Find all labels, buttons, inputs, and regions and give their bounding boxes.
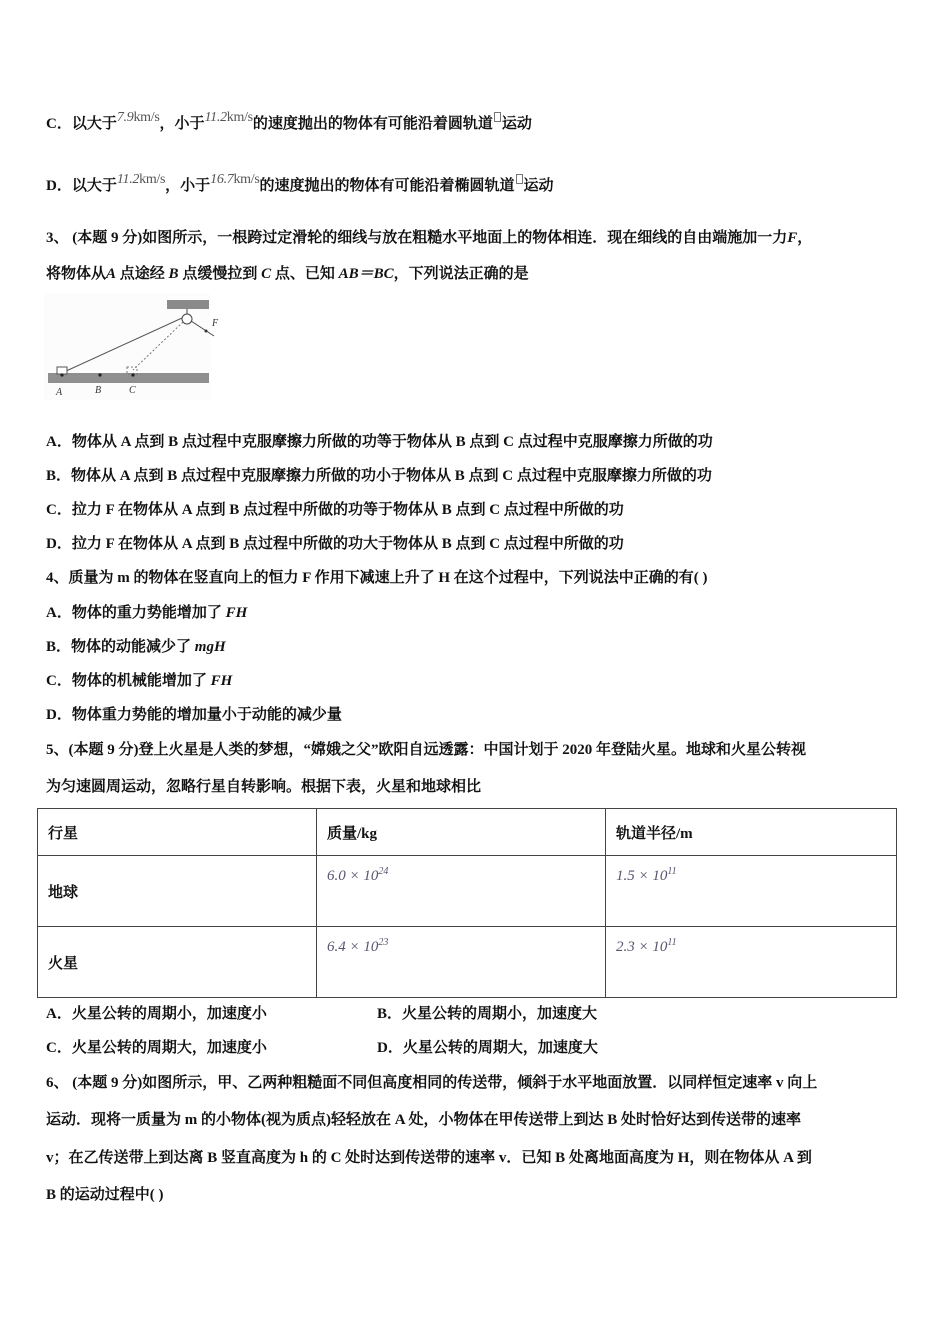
q2-option-d xyxy=(46,172,554,197)
q3-option-c xyxy=(46,500,624,520)
q5-option-c xyxy=(46,1038,267,1058)
option-label: D． xyxy=(46,178,72,194)
svg-text:F: F xyxy=(212,318,219,329)
pulley-icon xyxy=(182,314,192,324)
svg-text:C: C xyxy=(129,385,136,396)
option-text: ，小于 xyxy=(159,116,205,132)
option-label: B． xyxy=(377,1006,403,1022)
q6-stem-line-2: 运动．现将一质量为 m 的小物体(视为质点)轻轻放在 A 处，小物体在甲传送带上到达 B 处时恰好达到传送带的速率 xyxy=(46,1112,802,1128)
math-symbol: A xyxy=(106,266,117,282)
option-text: 运动 xyxy=(523,178,554,194)
q6-stem-line-4: B 的运动过程中( ) xyxy=(46,1187,164,1203)
planet-data-table xyxy=(37,808,897,998)
option-label: C． xyxy=(46,1040,72,1056)
option-text: 物体从 A 点到 B 点过程中克服摩擦力所做的功等于物体从 B 点到 C 点过程中克服摩擦力所做的功 xyxy=(71,434,713,450)
option-label: B． xyxy=(46,639,72,655)
math-expression: FH xyxy=(210,673,233,689)
q6-stem-line-3: v；在乙传送带上到达离 B 竖直高度为 h 的 C 处时达到传送带的速率 v．已知 B 处离地面高度为 H，则在物体从 A 到 xyxy=(46,1150,812,1166)
math-expression: mgH xyxy=(194,639,226,655)
block xyxy=(57,367,67,374)
q4-option-b xyxy=(46,637,226,657)
option-text: 拉力 F 在物体从 A 点到 B 点过程中所做的功大于物体从 B 点到 C 点过程中所做的功 xyxy=(71,536,624,552)
svg-text:B: B xyxy=(95,385,102,396)
speed-value-2: 16.7km/s xyxy=(210,172,260,187)
math-expression: FH xyxy=(225,605,248,621)
option-text: 物体的机械能增加了 xyxy=(71,673,211,689)
table-header-row xyxy=(38,809,897,856)
speed-value-1: 7.9km/s xyxy=(116,110,160,125)
header-cell: 行星 xyxy=(38,809,317,856)
radius-cell: $1.5 \times 10^{11}$ xyxy=(606,856,897,927)
mass-cell: $6.0 \times 10^{24}$ xyxy=(317,856,606,927)
question-text: 4、质量为 m 的物体在竖直向上的恒力 F 作用下减速上升了 H 在这个过程中，下列说法中正确的有( ) xyxy=(46,570,708,586)
option-text: 物体从 A 点到 B 点过程中克服摩擦力所做的功小于物体从 B 点到 C 点过程中克服摩擦力所做的功 xyxy=(71,468,712,484)
math-symbol: C xyxy=(261,266,272,282)
question-text: ， xyxy=(797,230,813,246)
option-text: 物体的重力势能增加了 xyxy=(71,605,226,621)
option-label: A． xyxy=(46,434,72,450)
planet-name-cell: 火星 xyxy=(38,927,317,998)
q3-stem-line-1 xyxy=(46,228,812,248)
q5-stem-line-1 xyxy=(46,740,806,760)
math-equation: AB＝BC xyxy=(338,266,394,282)
question-text: 将物体从 xyxy=(46,266,107,282)
question-score: (本题 9 分) xyxy=(72,230,143,246)
header-cell: 轨道半径/m xyxy=(606,809,897,856)
missing-glyph-icon xyxy=(494,112,501,122)
q5-option-a xyxy=(46,1004,267,1024)
option-label: A． xyxy=(46,1006,72,1022)
option-label: D． xyxy=(46,707,72,723)
q5-stem-line-2 xyxy=(46,777,481,797)
speed-value-2: 11.2km/s xyxy=(204,110,253,125)
option-text: 火星公转的周期大，加速度大 xyxy=(402,1040,598,1056)
question-text: 如图所示，一根跨过定滑轮的细线与放在粗糙水平地面上的物体相连．现在细线的自由端施加一力 xyxy=(142,230,788,246)
option-text: 物体重力势能的增加量小于动能的减少量 xyxy=(71,707,342,723)
option-label: B． xyxy=(46,468,72,484)
option-label: A． xyxy=(46,605,72,621)
option-text: 的速度抛出的物体有可能沿着椭圆轨道 xyxy=(259,178,515,194)
q3-option-a xyxy=(46,432,713,452)
option-text: 火星公转的周期小，加速度大 xyxy=(402,1006,598,1022)
q5-option-d xyxy=(377,1038,598,1058)
question-text: 点缓慢拉到 xyxy=(178,266,262,282)
option-label: C． xyxy=(46,116,72,132)
q3-option-d xyxy=(46,534,624,554)
option-text: ，小于 xyxy=(165,178,211,194)
header-cell: 质量/kg xyxy=(317,809,606,856)
option-text: 火星公转的周期大，加速度小 xyxy=(71,1040,267,1056)
q3-option-b xyxy=(46,466,712,486)
option-label: D． xyxy=(377,1040,403,1056)
radius-cell: $2.3 \times 10^{11}$ xyxy=(606,927,897,998)
option-text: 拉力 F 在物体从 A 点到 B 点过程中所做的功等于物体从 B 点到 C 点过程中所做的功 xyxy=(71,502,624,518)
q4-option-a xyxy=(46,603,247,623)
question-text: 点途经 xyxy=(116,266,169,282)
q4-option-c xyxy=(46,671,232,691)
option-label: C． xyxy=(46,502,72,518)
ceiling-bar xyxy=(167,300,209,309)
option-label: D． xyxy=(46,536,72,552)
planet-name-cell: 地球 xyxy=(38,856,317,927)
q4-stem xyxy=(46,568,708,588)
q4-option-d xyxy=(46,705,342,725)
math-symbol: F xyxy=(787,230,798,246)
option-text: 物体的动能减少了 xyxy=(71,639,195,655)
question-text: ，下列说法正确的是 xyxy=(393,266,529,282)
option-text: 以大于 xyxy=(71,178,117,194)
option-text: 的速度抛出的物体有可能沿着圆轨道 xyxy=(252,116,493,132)
svg-text:A: A xyxy=(56,387,63,398)
q6-stem-line-1: 6、 (本题 9 分)如图所示，甲、乙两种粗糙面不同但高度相同的传送带，倾斜于水平地面放置．以同样恒定速率 v 向上 xyxy=(46,1075,818,1091)
table-row xyxy=(38,856,897,927)
option-label: C． xyxy=(46,673,72,689)
missing-glyph-icon xyxy=(516,174,523,184)
q3-stem-line-2 xyxy=(46,264,529,284)
question-text: 点、已知 xyxy=(271,266,339,282)
option-text: 火星公转的周期小，加速度小 xyxy=(71,1006,267,1022)
question-text: 5、(本题 9 分)登上火星是人类的梦想，“嫦娥之父”欧阳自远透露：中国计划于 2020 年登陆火星。地球和火星公转视 xyxy=(46,742,806,758)
pulley-figure xyxy=(44,294,219,400)
mass-cell: $6.4 \times 10^{23}$ xyxy=(317,927,606,998)
option-text: 运动 xyxy=(501,116,532,132)
question-text: 为匀速圆周运动，忽略行星自转影响。根据下表，火星和地球相比 xyxy=(46,779,482,795)
q2-option-c xyxy=(46,110,532,135)
speed-value-1: 11.2km/s xyxy=(116,172,166,187)
q5-option-b xyxy=(377,1004,597,1024)
table-row xyxy=(38,927,897,998)
option-text: 以大于 xyxy=(71,116,117,132)
question-number: 3、 xyxy=(46,230,69,246)
math-symbol: B xyxy=(168,266,179,282)
